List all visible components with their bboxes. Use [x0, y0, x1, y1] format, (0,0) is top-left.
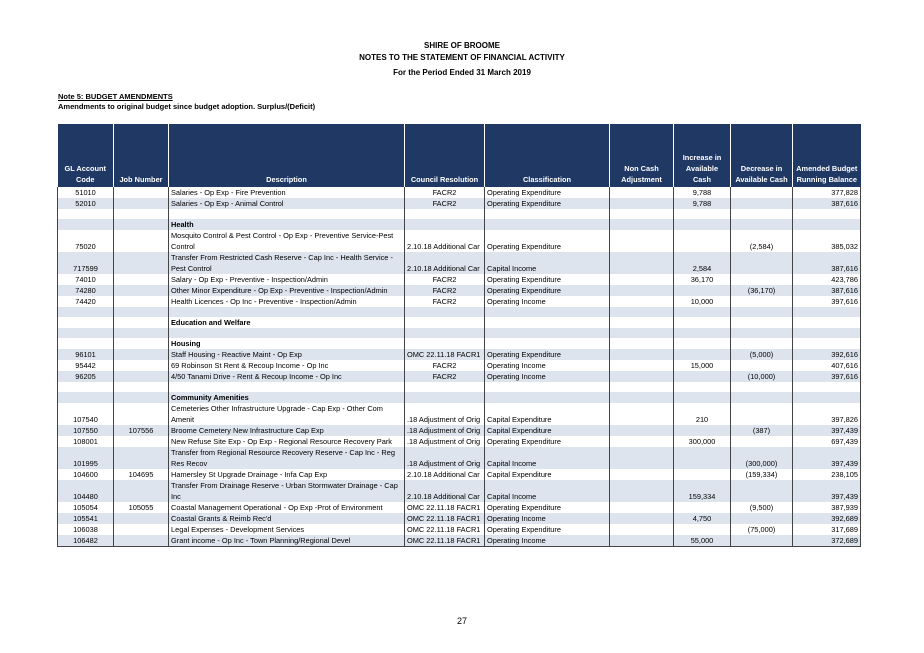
cell-classification — [485, 317, 610, 328]
cell-description — [169, 209, 405, 219]
cell-running-balance — [793, 307, 861, 317]
cell-council-resolution: FACR2 — [405, 360, 485, 371]
cell-description: Hamersley St Upgrade Drainage - Infa Cap Exp — [169, 469, 405, 480]
cell-decrease-cash — [731, 360, 793, 371]
cell-non-cash-adjustment — [610, 296, 674, 307]
cell-non-cash-adjustment — [610, 187, 674, 198]
cell-classification: Capital Expenditure — [485, 425, 610, 436]
cell-gl-account: 717599 — [58, 252, 114, 274]
cell-increase-cash — [674, 425, 731, 436]
cell-council-resolution: 2.10.18 Additional Car — [405, 469, 485, 480]
cell-running-balance: 387,939 — [793, 502, 861, 513]
table-row — [58, 209, 861, 219]
col-header-increase-available-cash: Increase in Available Cash — [674, 124, 731, 187]
cell-decrease-cash: (300,000) — [731, 447, 793, 469]
budget-amendments-table — [57, 124, 861, 547]
cell-council-resolution: .18 Adjustment of Orig — [405, 425, 485, 436]
cell-classification — [485, 392, 610, 403]
table-row — [58, 469, 861, 480]
cell-gl-account: 104600 — [58, 469, 114, 480]
cell-increase-cash — [674, 469, 731, 480]
cell-description: 69 Robinson St Rent & Recoup Income - Op Inc — [169, 360, 405, 371]
report-title: NOTES TO THE STATEMENT OF FINANCIAL ACTIVITY — [359, 53, 565, 62]
cell-classification: Operating Expenditure — [485, 187, 610, 198]
cell-gl-account: 95442 — [58, 360, 114, 371]
cell-non-cash-adjustment — [610, 274, 674, 285]
cell-running-balance: 407,616 — [793, 360, 861, 371]
cell-council-resolution — [405, 317, 485, 328]
cell-non-cash-adjustment — [610, 371, 674, 382]
cell-job-number — [114, 219, 169, 230]
cell-gl-account: 96101 — [58, 349, 114, 360]
table-row — [58, 425, 861, 436]
cell-gl-account: 105054 — [58, 502, 114, 513]
cell-increase-cash — [674, 382, 731, 392]
cell-non-cash-adjustment — [610, 307, 674, 317]
cell-gl-account — [58, 307, 114, 317]
cell-non-cash-adjustment — [610, 360, 674, 371]
table-row — [58, 328, 861, 338]
cell-job-number — [114, 230, 169, 252]
cell-running-balance: 423,786 — [793, 274, 861, 285]
cell-non-cash-adjustment — [610, 338, 674, 349]
cell-classification: Capital Expenditure — [485, 469, 610, 480]
cell-increase-cash: 210 — [674, 403, 731, 425]
cell-running-balance: 387,616 — [793, 285, 861, 296]
cell-gl-account: 105541 — [58, 513, 114, 524]
cell-decrease-cash — [731, 338, 793, 349]
table-body — [58, 187, 861, 547]
col-header-gl-account: GL Account Code — [58, 124, 114, 187]
cell-classification — [485, 219, 610, 230]
cell-non-cash-adjustment — [610, 219, 674, 230]
cell-council-resolution: 2.10.18 Additional Car — [405, 252, 485, 274]
cell-gl-account: 74010 — [58, 274, 114, 285]
cell-decrease-cash — [731, 187, 793, 198]
cell-description: New Refuse Site Exp - Op Exp - Regional Resource Recovery Park — [169, 436, 405, 447]
cell-running-balance: 387,616 — [793, 198, 861, 209]
table-row — [58, 403, 861, 425]
cell-council-resolution: .18 Adjustment of Orig — [405, 436, 485, 447]
cell-council-resolution — [405, 382, 485, 392]
cell-classification: Operating Expenditure — [485, 274, 610, 285]
table-row — [58, 317, 861, 328]
cell-non-cash-adjustment — [610, 436, 674, 447]
cell-running-balance: 397,616 — [793, 371, 861, 382]
cell-increase-cash — [674, 307, 731, 317]
cell-gl-account: 106482 — [58, 535, 114, 547]
cell-description: Housing — [169, 338, 405, 349]
table-row — [58, 480, 861, 502]
cell-description: Health — [169, 219, 405, 230]
cell-non-cash-adjustment — [610, 285, 674, 296]
cell-job-number — [114, 436, 169, 447]
cell-classification: Capital Expenditure — [485, 403, 610, 425]
cell-council-resolution: FACR2 — [405, 285, 485, 296]
cell-decrease-cash — [731, 219, 793, 230]
cell-classification: Capital Income — [485, 480, 610, 502]
cell-decrease-cash — [731, 535, 793, 547]
cell-non-cash-adjustment — [610, 392, 674, 403]
cell-gl-account — [58, 317, 114, 328]
cell-job-number — [114, 209, 169, 219]
cell-gl-account — [58, 328, 114, 338]
table-row — [58, 230, 861, 252]
cell-classification: Operating Expenditure — [485, 198, 610, 209]
cell-job-number — [114, 524, 169, 535]
cell-running-balance — [793, 392, 861, 403]
table-row — [58, 360, 861, 371]
cell-non-cash-adjustment — [610, 328, 674, 338]
cell-running-balance: 385,032 — [793, 230, 861, 252]
table-row — [58, 447, 861, 469]
cell-running-balance: 397,439 — [793, 480, 861, 502]
cell-decrease-cash — [731, 513, 793, 524]
cell-decrease-cash: (9,500) — [731, 502, 793, 513]
cell-increase-cash — [674, 328, 731, 338]
cell-classification: Operating Expenditure — [485, 349, 610, 360]
cell-running-balance — [793, 338, 861, 349]
cell-decrease-cash: (387) — [731, 425, 793, 436]
cell-gl-account — [58, 338, 114, 349]
table-row — [58, 382, 861, 392]
cell-gl-account: 74420 — [58, 296, 114, 307]
cell-decrease-cash — [731, 480, 793, 502]
cell-increase-cash — [674, 524, 731, 535]
col-header-council-resolution: Council Resolution — [405, 124, 485, 187]
cell-council-resolution — [405, 209, 485, 219]
cell-non-cash-adjustment — [610, 447, 674, 469]
cell-decrease-cash — [731, 317, 793, 328]
cell-running-balance: 392,689 — [793, 513, 861, 524]
cell-job-number — [114, 252, 169, 274]
cell-non-cash-adjustment — [610, 209, 674, 219]
cell-running-balance: 397,826 — [793, 403, 861, 425]
cell-council-resolution: FACR2 — [405, 274, 485, 285]
cell-increase-cash: 300,000 — [674, 436, 731, 447]
cell-job-number — [114, 285, 169, 296]
cell-description: Legal Expenses - Development Services — [169, 524, 405, 535]
cell-council-resolution: FACR2 — [405, 371, 485, 382]
cell-non-cash-adjustment — [610, 502, 674, 513]
cell-decrease-cash — [731, 198, 793, 209]
cell-decrease-cash — [731, 296, 793, 307]
cell-running-balance: 397,439 — [793, 447, 861, 469]
cell-job-number — [114, 349, 169, 360]
col-header-decrease-available-cash: Decrease in Available Cash — [731, 124, 793, 187]
table-row — [58, 535, 861, 547]
cell-increase-cash — [674, 230, 731, 252]
cell-job-number: 104695 — [114, 469, 169, 480]
cell-non-cash-adjustment — [610, 317, 674, 328]
cell-gl-account: 74280 — [58, 285, 114, 296]
cell-description: Coastal Grants & Reimb Rec'd — [169, 513, 405, 524]
note-subtitle: Amendments to original budget since budget adoption. Surplus/(Deficit) — [58, 102, 316, 111]
cell-council-resolution: OMC 22.11.18 FACR1 — [405, 524, 485, 535]
cell-running-balance — [793, 317, 861, 328]
table-row — [58, 436, 861, 447]
cell-classification: Operating Expenditure — [485, 502, 610, 513]
cell-job-number — [114, 328, 169, 338]
cell-increase-cash — [674, 371, 731, 382]
cell-decrease-cash — [731, 307, 793, 317]
cell-council-resolution: OMC 22.11.18 FACR1 — [405, 535, 485, 547]
cell-non-cash-adjustment — [610, 425, 674, 436]
cell-decrease-cash: (75,000) — [731, 524, 793, 535]
cell-description: Mosquito Control & Pest Control - Op Exp - Preventive Service-Pest Control — [169, 230, 405, 252]
cell-decrease-cash — [731, 403, 793, 425]
cell-running-balance: 397,616 — [793, 296, 861, 307]
cell-gl-account: 101995 — [58, 447, 114, 469]
cell-classification — [485, 209, 610, 219]
cell-council-resolution: OMC 22.11.18 FACR1 — [405, 513, 485, 524]
cell-council-resolution: .18 Adjustment of Orig — [405, 403, 485, 425]
table-row — [58, 187, 861, 198]
cell-decrease-cash — [731, 392, 793, 403]
cell-increase-cash — [674, 349, 731, 360]
cell-classification: Capital Income — [485, 252, 610, 274]
cell-running-balance: 392,616 — [793, 349, 861, 360]
cell-non-cash-adjustment — [610, 469, 674, 480]
cell-description: 4/50 Tanami Drive - Rent & Recoup Income - Op Inc — [169, 371, 405, 382]
cell-running-balance: 238,105 — [793, 469, 861, 480]
cell-running-balance: 697,439 — [793, 436, 861, 447]
cell-job-number — [114, 382, 169, 392]
cell-description — [169, 307, 405, 317]
table-row — [58, 371, 861, 382]
cell-job-number — [114, 535, 169, 547]
cell-increase-cash: 9,788 — [674, 198, 731, 209]
cell-non-cash-adjustment — [610, 403, 674, 425]
cell-council-resolution: .18 Adjustment of Orig — [405, 447, 485, 469]
cell-job-number — [114, 447, 169, 469]
table-row — [58, 513, 861, 524]
cell-classification: Operating Expenditure — [485, 436, 610, 447]
cell-description: Transfer From Restricted Cash Reserve - Cap Inc - Health Service - Pest Control — [169, 252, 405, 274]
table-header-row — [58, 124, 861, 187]
cell-job-number — [114, 317, 169, 328]
cell-classification — [485, 338, 610, 349]
col-header-description: Description — [169, 124, 405, 187]
page-number: 27 — [456, 616, 467, 626]
cell-description: Salary - Op Exp - Preventive - Inspection/Admin — [169, 274, 405, 285]
cell-gl-account: 107550 — [58, 425, 114, 436]
cell-council-resolution: FACR2 — [405, 296, 485, 307]
cell-gl-account: 51010 — [58, 187, 114, 198]
cell-description: Coastal Management Operational - Op Exp -Prot of Environment — [169, 502, 405, 513]
cell-gl-account — [58, 392, 114, 403]
cell-description: Education and Welfare — [169, 317, 405, 328]
cell-decrease-cash: (10,000) — [731, 371, 793, 382]
cell-increase-cash: 159,334 — [674, 480, 731, 502]
cell-non-cash-adjustment — [610, 524, 674, 535]
cell-decrease-cash: (159,334) — [731, 469, 793, 480]
cell-job-number — [114, 513, 169, 524]
col-header-classification: Classification — [485, 124, 610, 187]
cell-job-number: 107556 — [114, 425, 169, 436]
cell-decrease-cash: (36,170) — [731, 285, 793, 296]
cell-increase-cash: 2,584 — [674, 252, 731, 274]
cell-increase-cash — [674, 447, 731, 469]
cell-decrease-cash — [731, 382, 793, 392]
cell-increase-cash: 36,170 — [674, 274, 731, 285]
cell-increase-cash: 4,750 — [674, 513, 731, 524]
cell-gl-account: 96205 — [58, 371, 114, 382]
cell-increase-cash: 15,000 — [674, 360, 731, 371]
cell-classification: Operating Income — [485, 360, 610, 371]
table-row — [58, 307, 861, 317]
cell-increase-cash — [674, 219, 731, 230]
cell-running-balance: 387,616 — [793, 252, 861, 274]
table-row — [58, 296, 861, 307]
cell-classification: Operating Expenditure — [485, 285, 610, 296]
table-row — [58, 524, 861, 535]
cell-classification: Operating Income — [485, 513, 610, 524]
cell-increase-cash — [674, 502, 731, 513]
cell-job-number — [114, 274, 169, 285]
cell-gl-account: 106038 — [58, 524, 114, 535]
cell-increase-cash: 9,788 — [674, 187, 731, 198]
note-title: Note 5: BUDGET AMENDMENTS — [58, 92, 173, 101]
cell-classification: Operating Income — [485, 371, 610, 382]
cell-running-balance: 317,689 — [793, 524, 861, 535]
cell-description: Cemeteries Other Infrastructure Upgrade - Cap Exp - Other Com Amenit — [169, 403, 405, 425]
cell-council-resolution — [405, 307, 485, 317]
cell-running-balance: 397,439 — [793, 425, 861, 436]
cell-description: Staff Housing - Reactive Maint - Op Exp — [169, 349, 405, 360]
cell-job-number — [114, 371, 169, 382]
table-row — [58, 252, 861, 274]
cell-job-number — [114, 296, 169, 307]
cell-council-resolution: OMC 22.11.18 FACR1 — [405, 502, 485, 513]
cell-job-number — [114, 403, 169, 425]
cell-decrease-cash — [731, 436, 793, 447]
cell-job-number — [114, 360, 169, 371]
table-row — [58, 502, 861, 513]
cell-increase-cash — [674, 317, 731, 328]
cell-running-balance — [793, 328, 861, 338]
report-period: For the Period Ended 31 March 2019 — [393, 68, 531, 77]
cell-gl-account: 108001 — [58, 436, 114, 447]
cell-council-resolution — [405, 328, 485, 338]
cell-description: Transfer From Drainage Reserve - Urban Stormwater Drainage - Cap Inc — [169, 480, 405, 502]
cell-description — [169, 328, 405, 338]
cell-increase-cash: 55,000 — [674, 535, 731, 547]
cell-job-number — [114, 338, 169, 349]
cell-non-cash-adjustment — [610, 349, 674, 360]
cell-classification — [485, 307, 610, 317]
cell-increase-cash — [674, 392, 731, 403]
cell-description — [169, 382, 405, 392]
table-row — [58, 338, 861, 349]
cell-council-resolution — [405, 338, 485, 349]
cell-job-number — [114, 187, 169, 198]
cell-classification: Operating Expenditure — [485, 230, 610, 252]
cell-gl-account — [58, 219, 114, 230]
cell-council-resolution: FACR2 — [405, 198, 485, 209]
table-row — [58, 285, 861, 296]
cell-gl-account: 104480 — [58, 480, 114, 502]
cell-increase-cash: 10,000 — [674, 296, 731, 307]
cell-non-cash-adjustment — [610, 480, 674, 502]
cell-non-cash-adjustment — [610, 252, 674, 274]
cell-gl-account: 107540 — [58, 403, 114, 425]
cell-non-cash-adjustment — [610, 198, 674, 209]
cell-description: Broome Cemetery New Infrastructure Cap Exp — [169, 425, 405, 436]
cell-council-resolution: 2.10.18 Additional Car — [405, 230, 485, 252]
table-row — [58, 392, 861, 403]
cell-increase-cash — [674, 209, 731, 219]
col-header-non-cash-adjustment: Non Cash Adjustment — [610, 124, 674, 187]
cell-job-number: 105055 — [114, 502, 169, 513]
cell-non-cash-adjustment — [610, 535, 674, 547]
cell-description: Salaries - Op Exp - Animal Control — [169, 198, 405, 209]
cell-description: Community Amenities — [169, 392, 405, 403]
table-row — [58, 198, 861, 209]
col-header-job-number: Job Number — [114, 124, 169, 187]
cell-job-number — [114, 392, 169, 403]
cell-description: Health Licences - Op Inc - Preventive - Inspection/Admin — [169, 296, 405, 307]
cell-classification — [485, 328, 610, 338]
cell-running-balance — [793, 209, 861, 219]
cell-classification: Operating Income — [485, 296, 610, 307]
cell-council-resolution: FACR2 — [405, 187, 485, 198]
cell-running-balance — [793, 219, 861, 230]
cell-running-balance: 377,828 — [793, 187, 861, 198]
cell-council-resolution: OMC 22.11.18 FACR1 — [405, 349, 485, 360]
cell-job-number — [114, 307, 169, 317]
cell-gl-account — [58, 209, 114, 219]
cell-increase-cash — [674, 285, 731, 296]
report-org-title: SHIRE OF BROOME — [423, 41, 500, 50]
cell-gl-account: 75020 — [58, 230, 114, 252]
cell-decrease-cash: (5,000) — [731, 349, 793, 360]
table-row — [58, 349, 861, 360]
cell-classification: Operating Expenditure — [485, 524, 610, 535]
cell-classification: Capital Income — [485, 447, 610, 469]
cell-classification: Operating Income — [485, 535, 610, 547]
cell-decrease-cash: (2,584) — [731, 230, 793, 252]
cell-council-resolution: 2.10.18 Additional Car — [405, 480, 485, 502]
cell-increase-cash — [674, 338, 731, 349]
cell-running-balance: 372,689 — [793, 535, 861, 547]
cell-council-resolution — [405, 219, 485, 230]
cell-description: Transfer from Regional Resource Recovery Reserve - Cap Inc - Reg Res Recov — [169, 447, 405, 469]
cell-decrease-cash — [731, 328, 793, 338]
col-header-running-balance: Amended Budget Running Balance — [793, 124, 861, 187]
cell-gl-account: 52010 — [58, 198, 114, 209]
cell-non-cash-adjustment — [610, 513, 674, 524]
cell-decrease-cash — [731, 274, 793, 285]
cell-non-cash-adjustment — [610, 230, 674, 252]
cell-running-balance — [793, 382, 861, 392]
cell-council-resolution — [405, 392, 485, 403]
cell-description: Salaries - Op Exp - Fire Prevention — [169, 187, 405, 198]
cell-job-number — [114, 480, 169, 502]
cell-job-number — [114, 198, 169, 209]
table-row — [58, 274, 861, 285]
cell-decrease-cash — [731, 209, 793, 219]
cell-gl-account — [58, 382, 114, 392]
table-row — [58, 219, 861, 230]
cell-classification — [485, 382, 610, 392]
cell-description: Other Minor Expenditure - Op Exp - Preventive - Inspection/Admin — [169, 285, 405, 296]
cell-non-cash-adjustment — [610, 382, 674, 392]
cell-description: Grant income - Op Inc - Town Planning/Regional Devel — [169, 535, 405, 547]
cell-decrease-cash — [731, 252, 793, 274]
